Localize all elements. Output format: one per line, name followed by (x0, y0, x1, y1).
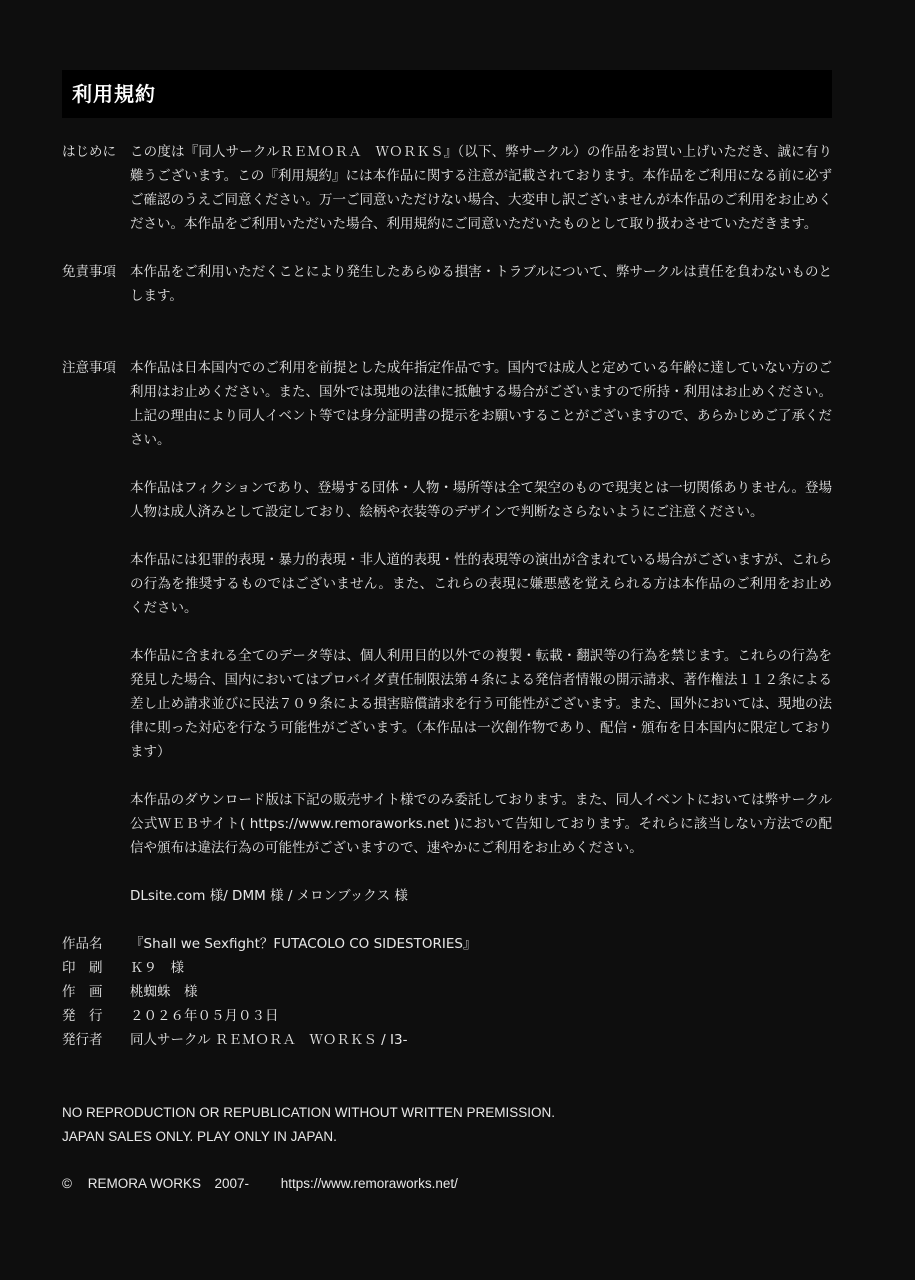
section-label-disclaimer: 免責事項 (62, 264, 116, 280)
credit-row-date (62, 1004, 832, 1028)
credit-value: 『Shall we Sexfight？FUTACOLO CO SIDESTORIES』 (130, 936, 477, 952)
credit-value: 桃蜘蛛 様 (130, 984, 198, 1000)
credit-row-artist (62, 980, 832, 1004)
notes-paragraph-stores: DLsite.com 様/ DMM 様 / メロンブックス 様 (130, 888, 408, 904)
credit-label: 発行者 (62, 1032, 103, 1048)
credit-label: 作品名 (62, 936, 103, 952)
title-bar (62, 70, 832, 118)
notice-japan-only: JAPAN SALES ONLY. PLAY ONLY IN JAPAN. (62, 1129, 337, 1144)
page-title: 利用規約 (72, 82, 156, 106)
notes-paragraph-distribution: 本作品のダウンロード版は下記の販売サイト様でのみ委託しております。また、同人イベントにおいては弊サークル公式ＷＥＢサイト( https://www.remoraworks.net )において告知しております。それらに該当しない方法での配信や頒布は違法行為の可能性がございますので、速やかにご利用をお止めください。 (130, 792, 832, 856)
notes-paragraph-copyright: 本作品に含まれる全てのデータ等は、個人利用目的以外での複製・転載・翻訳等の行為を禁じます。これらの行為を発見した場合、国内においてはプロバイダ責任制限法第４条による発信者情報の開示請求、著作権法１１２条による差し止め請求並びに民法７０９条による損害賠償請求を行う可能性がございます。また、国外においては、現地の法律に則った対応を行なう可能性がございます。（本作品は一次創作物であり、配信・頒布を日本国内に限定しております） (130, 648, 832, 760)
credit-row-printer (62, 956, 832, 980)
section-disclaimer (62, 260, 832, 308)
credit-label: 発 行 (62, 1008, 103, 1024)
credit-value: 同人サークル ＲＥＭＯＲＡ ＷＯＲＫＳ / I3- (130, 1032, 408, 1048)
section-text-disclaimer: 本作品をご利用いただくことにより発生したあらゆる損害・トラブルについて、弊サークルは責任を負わないものとします。 (130, 264, 832, 304)
notice-reproduction: NO REPRODUCTION OR REPUBLICATION WITHOUT WRITTEN PREMISSION. (62, 1105, 556, 1120)
notes-paragraph-content: 本作品には犯罪的表現・暴力的表現・非人道的表現・性的表現等の演出が含まれている場合がございますが、これらの行為を推奨するものではございません。また、これらの表現に嫌悪感を覚えられる方は本作品のご利用をお止めください。 (130, 552, 832, 616)
credit-row-publisher (62, 1028, 832, 1052)
credit-value: Ｋ９ 様 (130, 960, 184, 976)
section-label-intro: はじめに (62, 144, 116, 160)
copyright-holder: REMORA WORKS 2007- (87, 1176, 250, 1191)
section-label-notes: 注意事項 (62, 360, 116, 376)
section-text-intro: この度は『同人サークルＲＥＭＯＲＡ ＷＯＲＫＳ』（以下、弊サークル）の作品をお買い上げいただき、誠に有り難うございます。この『利用規約』には本作品に関する注意が記載されております。本作品をご利用になる前に必ずご確認のうえご同意ください。万一ご同意いただけない場合、大変申し訳ございませんが本作品のご利用をお止めください。本作品をご利用いただいた場合、利用規約にご同意いただいたものとして取り扱わさせていただきます。 (130, 144, 832, 232)
credit-label: 印 刷 (62, 960, 103, 976)
credit-label: 作 画 (62, 984, 103, 1000)
notes-paragraph-fiction: 本作品はフィクションであり、登場する団体・人物・場所等は全て架空のもので現実とは一切関係ありません。登場人物は成人済みとして設定しており、絵柄や衣装等のデザインで判断なさらないようにご注意ください。 (130, 480, 832, 520)
copyright-line (62, 1172, 832, 1196)
section-notes (62, 356, 832, 908)
notes-paragraph-age: 本作品は日本国内でのご利用を前提とした成年指定作品です。国内では成人と定めている年齢に達していない方のご利用はお止めください。また、国外では現地の法律に抵触する場合がございますので所持・利用はお止めください。上記の理由により同人イベント等では身分証明書の提示をお願いすることがございますので、あらかじめご了承ください。 (130, 360, 832, 448)
credit-value: ２０２６年０５月０３日 (130, 1008, 279, 1024)
section-intro (62, 140, 832, 236)
credit-row-title (62, 932, 832, 956)
website-link[interactable]: https://www.remoraworks.net/ (280, 1176, 458, 1191)
copyright-symbol: © (62, 1176, 72, 1191)
